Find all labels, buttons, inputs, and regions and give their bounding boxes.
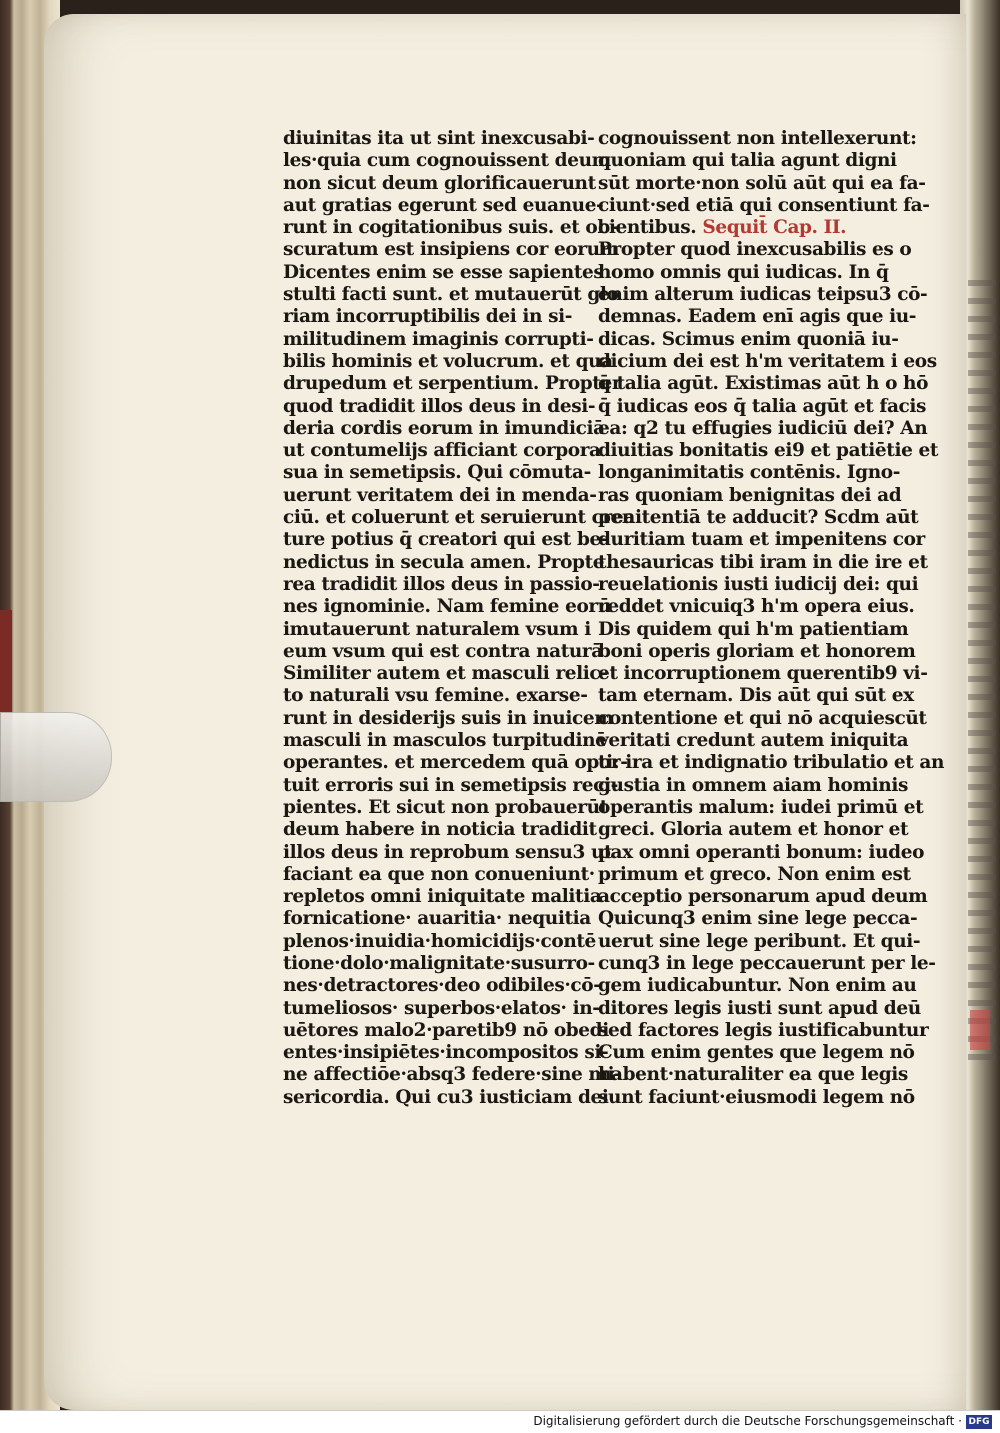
text-line: Dis quidem qui h'm patientiam xyxy=(598,618,909,640)
text-line: quod tradidit illos deus in desi- xyxy=(283,395,596,417)
facing-page-bleed xyxy=(968,280,996,1060)
text-line: ras quoniam benignitas dei ad xyxy=(598,484,902,506)
text-line: dicas. Scimus enim quoniā iu- xyxy=(598,328,899,350)
text-line: uerut sine lege peribunt. Et qui- xyxy=(598,930,921,952)
text-line: diuinitas ita ut sint inexcusabi- xyxy=(283,128,595,149)
text-line: ciunt·sed etiā qui consentiunt fa- xyxy=(598,194,930,216)
text-line: Dicentes enim se esse sapientes xyxy=(283,261,604,283)
text-line: illos deus in reprobum sensu3 ut xyxy=(283,841,613,863)
text-column-left xyxy=(283,128,635,1109)
text-line: greci. Gloria autem et honor et xyxy=(598,819,909,841)
text-line: enim alterum iudicas teipsu3 cō- xyxy=(598,284,928,306)
text-line: ti: ira et indignatio tribulatio et an xyxy=(598,752,945,774)
text-line: deum habere in noticia tradidit xyxy=(283,819,597,841)
text-line: bilis hominis et volucrum. et qua xyxy=(283,350,613,372)
text-line: boni operis gloriam et honorem xyxy=(598,640,916,662)
text-line: homo omnis qui iudicas. In q̄ xyxy=(598,261,889,283)
text-line: contentione et qui nō acquiescūt xyxy=(598,707,927,729)
text-line: q̄ talia agūt. Existimas aūt h o hō xyxy=(598,373,929,395)
text-line: entes·insipiētes·incompositos si- xyxy=(283,1042,609,1064)
text-line: operantes. et mercedem quā opor- xyxy=(283,752,628,774)
text-line: operantis malum: iudei primū et xyxy=(598,796,924,818)
text-line: gem iudicabuntur. Non enim au xyxy=(598,975,917,997)
text-line: les·quia cum cognouissent deum xyxy=(283,150,611,172)
text-line: runt in cogitationibus suis. et ob- xyxy=(283,217,618,239)
text-line: aut gratias egerunt sed euanue- xyxy=(283,194,604,216)
text-line: runt in desiderijs suis in inuicem xyxy=(283,707,614,729)
text-line: q̄ iudicas eos q̄ talia agūt et facis xyxy=(598,395,927,417)
dfg-logo: DFG xyxy=(966,1415,992,1429)
book-edge-right xyxy=(960,0,1000,1410)
text-line: ditores legis iusti sunt apud deū xyxy=(598,997,921,1019)
text-line: habent·naturaliter ea que legis xyxy=(598,1064,908,1086)
text-line: sericordia. Qui cu3 iusticiam dei xyxy=(283,1086,609,1108)
funding-credit: Digitalisierung gefördert durch die Deutsche Forschungsgemeinschaft · xyxy=(533,1414,962,1428)
text-line: gustia in omnem aiam hominis xyxy=(598,774,908,796)
text-line: ut contumelijs afficiant corpora xyxy=(283,440,601,462)
text-line: veritati credunt autem iniquita xyxy=(598,730,909,752)
chapter-rubric: Sequit̄ Cap. II. xyxy=(696,217,847,239)
text-column-right xyxy=(598,128,945,1109)
text-line: rea tradidit illos deus in passio- xyxy=(283,573,600,595)
text-line: deria cordis eorum in imundiciā xyxy=(283,417,605,439)
text-line: riam incorruptibilis dei in si- xyxy=(283,306,573,328)
text-line: ciū. et coluerunt et seruierunt crea xyxy=(283,507,635,529)
text-line: tam eternam. Dis aūt qui sūt ex xyxy=(598,685,914,707)
text-line: scuratum est insipiens cor eorum xyxy=(283,239,619,261)
text-line: nedictus in secula amen. Propte xyxy=(283,551,605,573)
text-line: tumeliosos· superbos·elatos· in- xyxy=(283,997,600,1019)
text-line: cognouissent non intellexerunt: xyxy=(598,128,917,149)
text-line: duritiam tuam et impenitens cor xyxy=(598,529,925,551)
text-line: acceptio personarum apud deum xyxy=(598,886,928,908)
text-line: Similiter autem et masculi relic- xyxy=(283,663,608,685)
text-line: faciant ea que non conueniunt· xyxy=(283,863,595,885)
text-line: uerunt veritatem dei in menda- xyxy=(283,484,597,506)
text-line: nes ignominie. Nam femine eorū xyxy=(283,596,611,618)
text-line: sua in semetipsis. Qui cōmuta- xyxy=(283,462,591,484)
text-line: stulti facti sunt. et mutauerūt glo xyxy=(283,284,619,306)
text-line: Cum enim gentes que legem nō xyxy=(598,1042,915,1064)
text-line: tione·dolo·malignitate·susurro- xyxy=(283,952,595,974)
text-line: militudinem imaginis corrupti- xyxy=(283,328,594,350)
text-line: tuit erroris sui in semetipsis reci- xyxy=(283,774,618,796)
text-line: to naturali vsu femine. exarse- xyxy=(283,685,588,707)
text-line: reddet vnicuiq3 h'm opera eius. xyxy=(598,596,915,618)
digitization-footer xyxy=(0,1410,1000,1433)
text-line: cientibus. Sequit̄ Cap. II. xyxy=(598,217,847,239)
text-line: plenos·inuidia·homicidijs·contē xyxy=(283,930,596,952)
text-line: imutauerunt naturalem vsum i xyxy=(283,618,591,640)
facing-page-rubric-mark xyxy=(970,1010,990,1050)
text-line: pax omni operanti bonum: iudeo xyxy=(598,841,925,863)
text-line: ea: q2 tu effugies iudiciū dei? An xyxy=(598,417,928,439)
text-line: sunt faciunt·eiusmodi legem nō xyxy=(598,1086,915,1108)
text-line: primum et greco. Non enim est xyxy=(598,863,911,885)
text-line: dicium dei est h'm veritatem i eos xyxy=(598,350,937,372)
text-line: penitentiā te adducit? Scdm aūt xyxy=(598,507,919,529)
page-holder-clip xyxy=(0,712,112,802)
text-line: uētores malo2·paretib9 nō obedi xyxy=(283,1019,609,1041)
text-line: quoniam qui talia agunt digni xyxy=(598,150,897,172)
text-line: masculi in masculos turpitudinē xyxy=(283,730,607,752)
text-line: Quicunq3 enim sine lege pecca- xyxy=(598,908,918,930)
text-line: drupedum et serpentium. Propter xyxy=(283,373,622,395)
text-line: sed factores legis iustificabuntur xyxy=(598,1019,929,1041)
text-line: eum vsum qui est contra naturā xyxy=(283,640,603,662)
text-line: demnas. Eadem enī agis que iu- xyxy=(598,306,917,328)
text-line: thesauricas tibi iram in die ire et xyxy=(598,551,928,573)
text-line: Propter quod inexcusabilis es o xyxy=(598,239,912,261)
text-line: nes·detractores·deo odibiles·cō- xyxy=(283,975,601,997)
text-line: ture potius q̄ creatori qui est be- xyxy=(283,529,609,551)
text-line: pientes. Et sicut non probauerūt xyxy=(283,796,608,818)
text-line: non sicut deum glorificauerunt xyxy=(283,172,596,194)
text-line: reuelationis iusti iudicij dei: qui xyxy=(598,573,919,595)
text-line: sūt morte·non solū aūt qui ea fa- xyxy=(598,172,926,194)
text-line: cunq3 in lege peccauerunt per le- xyxy=(598,952,936,974)
text-line: repletos omni iniquitate malitia xyxy=(283,886,602,908)
text-line: fornicatione· auaritia· nequitia xyxy=(283,908,591,930)
text-line: ne affectiōe·absq3 federe·sine mi- xyxy=(283,1064,622,1086)
text-line: longanimitatis contēnis. Igno- xyxy=(598,462,900,484)
text-line: et incorruptionem querentib9 vi- xyxy=(598,663,928,685)
binding-ribbon xyxy=(0,610,12,720)
text-line: diuitias bonitatis ei9 et patiētie et xyxy=(598,440,939,462)
